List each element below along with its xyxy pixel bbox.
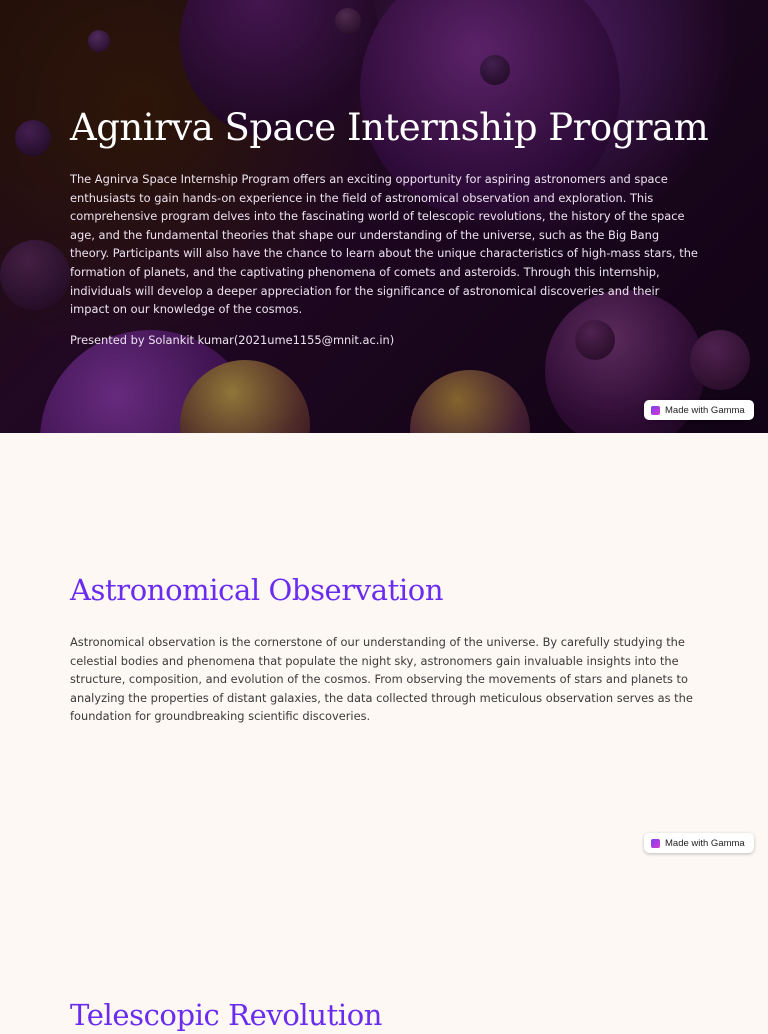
badge-label: Made with Gamma (665, 837, 745, 849)
section-title: Telescopic Revolution (70, 998, 383, 1032)
section-body: Astronomical observation is the cornerstone of our understanding of the universe. By carefully studying the celestial bodies and phenomena that populate the night sky, astronomers gain invaluable insights into the structure, composition, and evolution of the cosmos. From observing the movements of stars and planets to analyzing the properties of distant galaxies, the data collected through meticulous observation serves as the foundation for groundbreaking scientific discoveries. (70, 635, 693, 724)
page-title: Agnirva Space Internship Program (70, 106, 709, 149)
section-astronomical-observation (70, 571, 698, 726)
gamma-logo-icon (651, 839, 660, 848)
section-title: Astronomical Observation (70, 573, 444, 607)
badge-label: Made with Gamma (665, 404, 745, 416)
gamma-logo-icon (651, 406, 660, 415)
presenter-credit: Presented by Solankit kumar(2021ume1155@mnit.ac.in) (70, 332, 395, 347)
section-telescopic-revolution (70, 996, 698, 1034)
made-with-gamma-button[interactable] (644, 400, 754, 420)
made-with-gamma-button[interactable] (644, 833, 754, 853)
hero-slide (0, 0, 768, 433)
hero-content (70, 0, 709, 349)
hero-description: The Agnirva Space Internship Program offers an exciting opportunity for aspiring astronomers and space enthusiasts to gain hands-on experience in the field of astronomical observation and exploration. This comprehensive program delves into the fascinating world of telescopic revolutions, the history of the space age, and the fundamental theories that shape our understanding of the universe, such as the Big Bang theory. Participants will also have the chance to learn about the unique characteristics of high-mass stars, the formation of planets, and the captivating phenomena of comets and asteroids. Through this internship, individuals will develop a deeper appreciation for the significance of astronomical discoveries and their impact on our knowledge of the cosmos. (70, 172, 698, 317)
